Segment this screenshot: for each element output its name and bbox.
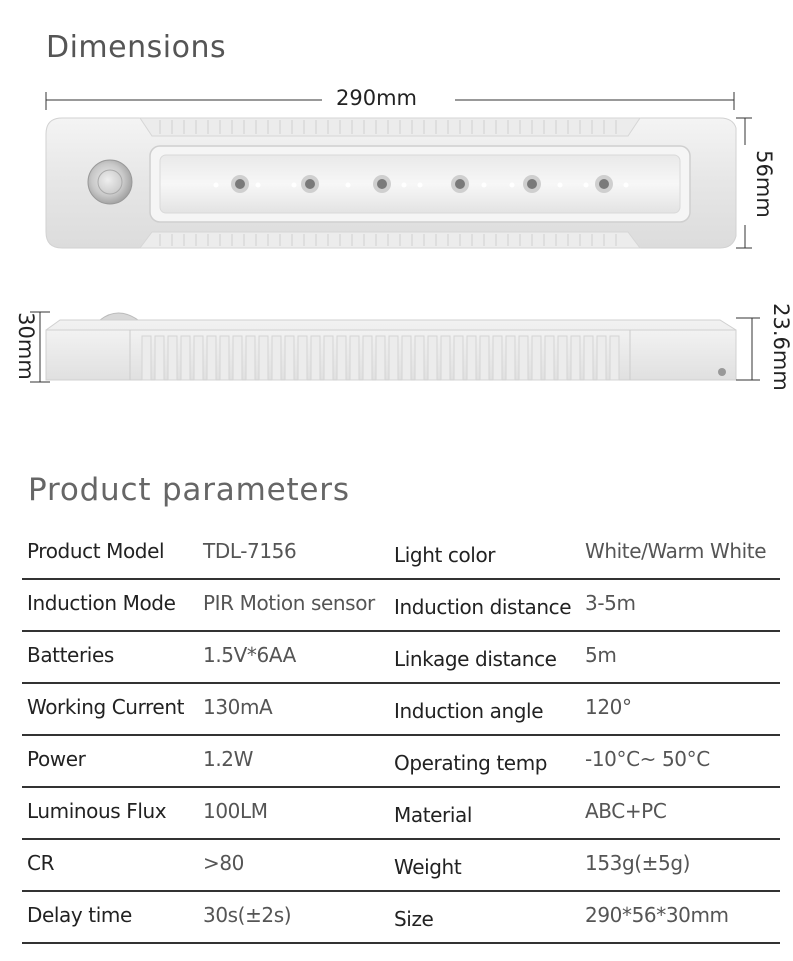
- led-icon: [373, 175, 391, 193]
- param-label: Induction Mode: [27, 591, 176, 615]
- product-dimension-drawing: [0, 0, 790, 470]
- table-row: [22, 892, 780, 944]
- led-icon: [595, 175, 613, 193]
- params-title: Product parameters: [28, 472, 350, 508]
- param-value: 290*56*30mm: [585, 903, 729, 927]
- param-value: 100LM: [203, 799, 268, 823]
- param-value: -10°C~ 50°C: [585, 747, 710, 771]
- led-dot: [624, 183, 629, 188]
- led-dot: [482, 183, 487, 188]
- parameters-table: [22, 528, 780, 944]
- param-label: Induction distance: [394, 595, 572, 619]
- side-view-light: [46, 313, 736, 380]
- param-value: >80: [203, 851, 245, 875]
- led-dot: [558, 183, 563, 188]
- param-label: Power: [27, 747, 86, 771]
- table-row: [22, 528, 780, 580]
- param-label: Operating temp: [394, 751, 548, 775]
- led-dot: [584, 183, 589, 188]
- param-label: Delay time: [27, 903, 132, 927]
- led-dot: [214, 183, 219, 188]
- led-dot: [402, 183, 407, 188]
- led-dot: [346, 183, 351, 188]
- width-dimension-line: [736, 118, 752, 248]
- param-value: 120°: [585, 695, 632, 719]
- table-row: [22, 632, 780, 684]
- param-value: 3-5m: [585, 591, 636, 615]
- led-icon: [301, 175, 319, 193]
- led-icon: [231, 175, 249, 193]
- body-height-label: 23.6mm: [768, 303, 793, 391]
- table-row: [22, 736, 780, 788]
- led-dot: [256, 183, 261, 188]
- param-label: Size: [394, 907, 434, 931]
- param-label: CR: [27, 851, 55, 875]
- param-value: 130mA: [203, 695, 273, 719]
- param-label: Luminous Flux: [27, 799, 167, 823]
- param-label: Induction angle: [394, 699, 544, 723]
- param-value: 1.5V*6AA: [203, 643, 296, 667]
- param-label: Product Model: [27, 539, 165, 563]
- led-icon: [523, 175, 541, 193]
- dimensions-title: Dimensions: [46, 30, 227, 65]
- param-label: Linkage distance: [394, 647, 557, 671]
- pir-sensor-icon: [88, 160, 132, 204]
- param-label: Batteries: [27, 643, 114, 667]
- length-label: 290mm: [336, 86, 417, 110]
- param-label: Material: [394, 803, 473, 827]
- param-value: 5m: [585, 643, 617, 667]
- table-row: [22, 684, 780, 736]
- led-dot: [510, 183, 515, 188]
- param-value: PIR Motion sensor: [203, 591, 375, 615]
- table-row: [22, 788, 780, 840]
- top-view-light: [46, 118, 736, 248]
- param-value: TDL-7156: [203, 539, 297, 563]
- led-dot: [418, 183, 423, 188]
- body-height-dimension-line: [736, 318, 760, 380]
- param-label: Weight: [394, 855, 462, 879]
- param-value: White/Warm White: [585, 539, 767, 563]
- param-label: Working Current: [27, 695, 185, 719]
- param-value: ABC+PC: [585, 799, 667, 823]
- led-dot: [292, 183, 297, 188]
- table-row: [22, 840, 780, 892]
- table-row: [22, 580, 780, 632]
- width-label: 56mm: [751, 150, 776, 218]
- param-label: Light color: [394, 543, 496, 567]
- led-icon: [451, 175, 469, 193]
- param-value: 1.2W: [203, 747, 253, 771]
- param-value: 153g(±5g): [585, 851, 691, 875]
- param-value: 30s(±2s): [203, 903, 292, 927]
- height-label: 30mm: [13, 312, 38, 380]
